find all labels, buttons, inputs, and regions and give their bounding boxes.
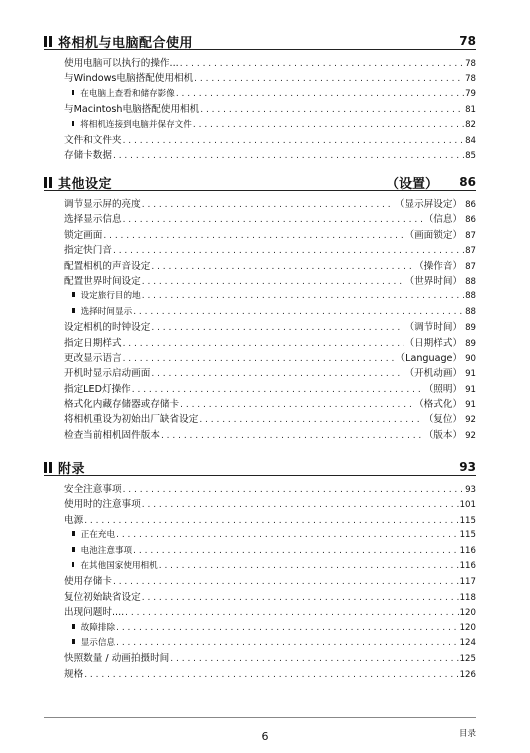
toc-entry[interactable] <box>64 590 476 605</box>
toc-entry-menu-ref: （显示屏设定） <box>394 199 463 210</box>
section-title: 附录 <box>58 461 86 477</box>
toc-entry-menu-ref: （画面锁定） <box>404 229 463 241</box>
dot-leader <box>193 118 464 133</box>
dot-leader <box>133 544 458 559</box>
toc-entry-page: 92 <box>465 430 476 441</box>
dot-leader <box>113 575 459 590</box>
dot-leader <box>194 72 464 87</box>
toc-entry-page: 88 <box>465 306 476 317</box>
toc-entry-page: 101 <box>459 500 476 511</box>
toc-entry-page: 118 <box>459 592 476 603</box>
toc-entry-page: 81 <box>465 105 476 116</box>
dot-leader <box>151 367 403 382</box>
dot-leader <box>142 591 459 606</box>
toc-entry-list <box>64 56 476 164</box>
toc-entry-page: 93 <box>465 485 476 495</box>
toc-entry[interactable] <box>64 497 476 512</box>
toc-entry-label: 选择时间显示 <box>80 306 133 317</box>
toc-entry[interactable] <box>64 71 476 86</box>
toc-subentry[interactable] <box>64 289 476 304</box>
toc-entry-label: 设定相机的时钟设定 <box>64 322 151 334</box>
section-marker-icon <box>44 462 52 473</box>
toc-entry-label: 复位初始缺省设定 <box>64 591 141 603</box>
toc-entry-menu-ref: （照明） <box>423 383 463 395</box>
toc-entry-label: 格式化内藏存储器或存储卡 <box>64 399 180 411</box>
footer-rule <box>44 717 476 718</box>
toc-entry-menu-ref: （Language） <box>395 352 463 364</box>
toc-entry-menu-ref: （格式化） <box>414 399 463 411</box>
toc-entry[interactable] <box>64 382 476 397</box>
toc-subentry[interactable] <box>64 118 476 133</box>
dot-leader <box>176 87 464 102</box>
toc-entry-page: 79 <box>465 88 476 99</box>
bullet-square-icon <box>72 562 74 567</box>
toc-entry-label: 与Windows电脑搭配使用相机 <box>64 73 194 85</box>
toc-entry-label: 选择显示信息 <box>64 214 122 226</box>
toc-entry-page: 87 <box>465 230 476 241</box>
dot-leader <box>113 149 464 164</box>
toc-entry[interactable] <box>64 320 476 335</box>
toc-entry-menu-ref: （调节时间） <box>404 322 463 334</box>
dot-leader <box>123 352 395 367</box>
toc-subentry[interactable] <box>64 559 476 574</box>
toc-entry-page: 82 <box>465 119 476 130</box>
toc-entry-menu-ref: （开机动画） <box>404 368 463 380</box>
dot-leader <box>103 229 403 244</box>
toc-entry-menu-ref: （复位） <box>423 414 463 426</box>
toc-entry-page: 90 <box>465 353 476 364</box>
toc-entry-label: 电池注意事项 <box>80 545 133 556</box>
bullet-square-icon <box>72 292 75 297</box>
dot-leader <box>133 305 464 320</box>
dot-leader <box>113 244 464 259</box>
toc-entry[interactable] <box>64 667 476 682</box>
toc-entry[interactable] <box>64 274 476 289</box>
bullet-square-icon <box>72 121 74 126</box>
toc-entry-label: 规格 <box>64 668 84 680</box>
toc-subentry[interactable] <box>64 636 476 651</box>
section-page-number: 78 <box>459 34 476 48</box>
section-page-number: 93 <box>459 460 476 474</box>
toc-entry-page: 120 <box>459 622 476 633</box>
toc-entry-page: 116 <box>459 560 476 571</box>
toc-entry-page: 78 <box>465 59 476 69</box>
toc-entry-page: 125 <box>459 654 476 665</box>
dot-leader <box>200 103 464 118</box>
footer-label: 目录 <box>458 729 476 739</box>
section-marker-icon <box>44 177 52 188</box>
dot-leader <box>123 134 465 149</box>
toc-entry-page: 88 <box>465 291 476 302</box>
toc-entry-page: 89 <box>465 323 476 334</box>
section-heading <box>44 459 476 476</box>
toc-entry-label: 正在充电 <box>80 530 116 541</box>
toc-entry-page: 78 <box>465 74 476 85</box>
toc-entry[interactable] <box>64 197 476 212</box>
toc-subentry[interactable] <box>64 544 476 559</box>
toc-entry-label: 将相机重设为初始出厂缺省设定 <box>64 414 199 426</box>
dot-leader <box>84 668 458 683</box>
toc-entry-menu-ref: （世界时间） <box>404 275 463 287</box>
section-title: 将相机与电脑配合使用 <box>58 35 194 51</box>
toc-entry-page: 91 <box>465 369 476 380</box>
toc-subentry[interactable] <box>64 87 476 102</box>
toc-subentry[interactable] <box>64 305 476 320</box>
dot-leader <box>142 275 404 290</box>
toc-entry[interactable] <box>64 428 476 443</box>
toc-entry-label: 指定快门音 <box>64 245 112 257</box>
toc-entry-label: 配置世界时间设定 <box>64 275 141 287</box>
toc-entry-page: 89 <box>465 338 476 349</box>
dot-leader <box>180 398 413 413</box>
toc-entry-label: 配置相机的声音设定 <box>64 260 151 272</box>
dot-leader <box>123 213 423 228</box>
toc-entry-page: 115 <box>459 515 476 526</box>
toc-entry-label: 使用时的注意事项 <box>64 499 141 511</box>
toc-entry[interactable] <box>64 212 476 227</box>
toc-entry-label: 使用电脑可以执行的操作... <box>64 58 179 69</box>
dot-leader <box>180 57 464 72</box>
toc-entry-label: 设定旅行目的地 <box>80 291 141 302</box>
dot-leader <box>125 606 458 621</box>
dot-leader <box>142 498 459 513</box>
dot-leader <box>199 413 422 428</box>
toc-entry-page: 87 <box>465 246 476 257</box>
toc-entry-menu-ref: （日期样式） <box>404 337 463 349</box>
toc-entry-page: 92 <box>465 415 476 426</box>
dot-leader <box>116 636 459 651</box>
toc-entry-label: 更改显示语言 <box>64 352 122 364</box>
toc-subentry[interactable] <box>64 621 476 636</box>
toc-entry-page: 116 <box>459 545 476 556</box>
toc-entry-page: 115 <box>459 530 476 541</box>
toc-entry-label: 与Macintosh电脑搭配使用相机 <box>64 104 200 116</box>
toc-entry-page: 91 <box>465 384 476 395</box>
dot-leader <box>116 621 459 636</box>
toc-entry[interactable] <box>64 228 476 243</box>
toc-entry-list <box>64 482 476 682</box>
toc-entry-page: 88 <box>465 276 476 287</box>
toc-entry[interactable] <box>64 259 476 274</box>
toc-entry[interactable] <box>64 243 476 258</box>
toc-entry-label: 在电脑上查看和储存影像 <box>80 88 175 99</box>
toc-entry-page: 87 <box>465 261 476 272</box>
toc-entry-label: 安全注意事项 <box>64 484 122 495</box>
toc-entry[interactable] <box>64 482 476 497</box>
toc-entry[interactable] <box>64 366 476 381</box>
toc-entry-label: 文件和文件夹 <box>64 134 122 146</box>
toc-entry-label: 存储卡数据 <box>64 150 112 162</box>
toc-entry[interactable] <box>64 102 476 117</box>
toc-entry-label: 锁定画面 <box>64 229 103 241</box>
toc-entry[interactable] <box>64 148 476 163</box>
dot-leader <box>151 321 403 336</box>
toc-entry[interactable] <box>64 397 476 412</box>
toc-entry-page: 126 <box>459 669 476 680</box>
bullet-square-icon <box>72 90 74 95</box>
toc-entry-page: 124 <box>459 637 476 648</box>
toc-entry[interactable] <box>64 412 476 427</box>
bullet-square-icon <box>72 308 75 313</box>
toc-entry-label: 将相机连接到电脑并保存文件 <box>80 119 192 130</box>
bullet-square-icon <box>72 547 75 552</box>
toc-entry-label: 指定LED灯操作 <box>64 383 131 395</box>
toc-entry-page: 117 <box>459 577 476 588</box>
section-heading <box>44 174 476 191</box>
toc-entry[interactable] <box>64 651 476 666</box>
dot-leader <box>170 652 458 667</box>
toc-entry-label: 故障排除 <box>80 622 116 633</box>
toc-entry[interactable] <box>64 336 476 351</box>
dot-leader <box>159 559 459 574</box>
dot-leader <box>142 289 464 304</box>
toc-entry-label: 电源 <box>64 514 84 526</box>
toc-entry-page: 86 <box>465 215 476 226</box>
dot-leader <box>132 383 423 398</box>
toc-entry-page: 120 <box>459 608 476 619</box>
bullet-square-icon <box>72 531 75 536</box>
bullet-square-icon <box>72 639 75 644</box>
toc-entry-label: 调节显示屏的亮度 <box>64 199 141 210</box>
toc-entry-menu-ref: （版本） <box>423 429 463 441</box>
toc-entry-page: 85 <box>465 151 476 162</box>
toc-subentry[interactable] <box>64 528 476 543</box>
section-heading <box>44 33 476 50</box>
toc-entry-label: 开机时显示启动画面 <box>64 368 151 380</box>
toc-entry[interactable] <box>64 574 476 589</box>
section-marker-icon <box>44 36 52 47</box>
toc-entry-label: 使用存储卡 <box>64 576 112 588</box>
toc-entry[interactable] <box>64 605 476 620</box>
toc-entry-list <box>64 197 476 443</box>
toc-entry-menu-ref: （操作音） <box>414 260 463 272</box>
toc-entry-label: 出现问题时.... <box>64 607 125 619</box>
toc-entry[interactable] <box>64 351 476 366</box>
dot-leader <box>123 337 404 352</box>
dot-leader <box>142 198 394 213</box>
toc-entry-label: 显示信息 <box>80 637 116 648</box>
dot-leader <box>161 429 423 444</box>
toc-entry-page: 91 <box>465 400 476 411</box>
toc-entry-label: 检查当前相机固件版本 <box>64 429 160 441</box>
toc-entry-menu-ref: （信息） <box>423 214 463 226</box>
toc-entry-label: 指定日期样式 <box>64 337 122 349</box>
section-tag: （设置） <box>385 176 438 192</box>
dot-leader <box>123 483 465 498</box>
toc-entry[interactable] <box>64 133 476 148</box>
section-page-number: 86 <box>459 175 476 189</box>
dot-leader <box>151 260 413 275</box>
toc-entry[interactable] <box>64 513 476 528</box>
toc-entry-label: 快照数量 / 动画拍摄时间 <box>64 653 170 665</box>
dot-leader <box>116 528 459 543</box>
section-title: 其他设定 <box>58 176 113 192</box>
bullet-square-icon <box>72 624 75 629</box>
toc-entry[interactable] <box>64 56 476 71</box>
dot-leader <box>84 514 458 529</box>
toc-entry-label: 在其他国家使用相机 <box>80 560 158 571</box>
footer-page-number: 6 <box>261 730 269 743</box>
toc-entry-page: 84 <box>465 135 476 146</box>
toc-entry-page: 86 <box>465 200 476 210</box>
